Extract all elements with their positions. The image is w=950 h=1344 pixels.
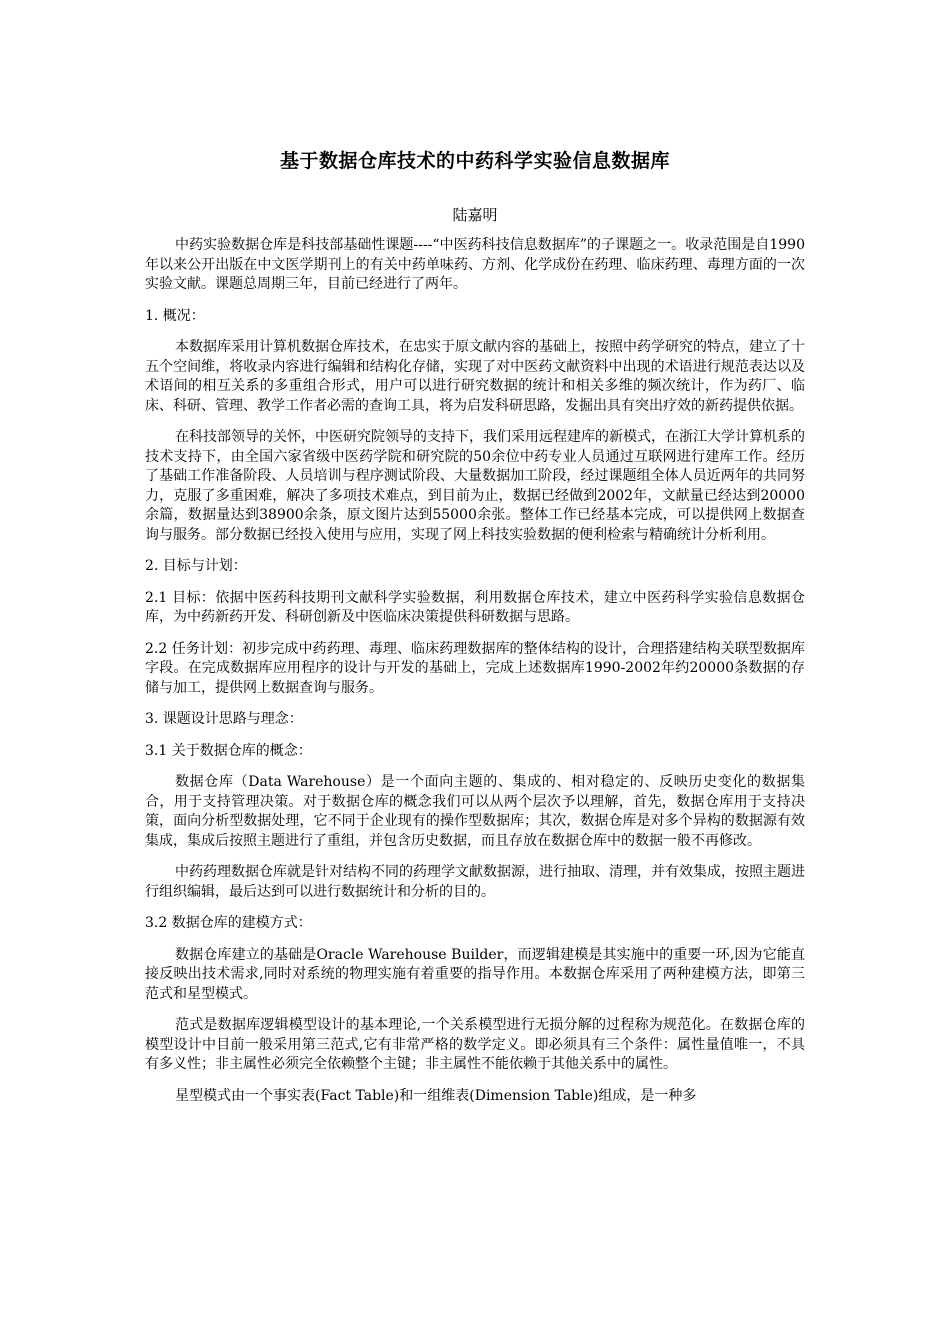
section-heading: 3. 课题设计思路与理念： [145, 711, 303, 727]
paragraph: 中药实验数据仓库是科技部基础性课题----“中医药科技信息数据库”的子课题之一。收录范围是自1990年以来公开出版在中文医学期刊上的有关中药单味药、方剂、化学成份在药理、临床药理、毒理方面的一次实验文献。课题总周期三年，目前已经进行了两年。 [145, 237, 805, 292]
paragraph: 中药药理数据仓库就是针对结构不同的药理学文献数据源，进行抽取、清理，并有效集成，按照主题进行组织编辑，最后达到可以进行数据统计和分析的目的。 [145, 864, 805, 900]
paragraph: 2.1 目标：依据中医药科技期刊文献科学实验数据，利用数据仓库技术，建立中医药科学实验信息数据仓库，为中药新药开发、科研创新及中医临床决策提供科研数据与思路。 [145, 589, 805, 625]
subsection-heading: 3.1 关于数据仓库的概念： [145, 742, 312, 759]
document-body [145, 236, 805, 1118]
section-heading: 1. 概况： [145, 307, 205, 324]
paragraph: 星型模式由一个事实表(Fact Table)和一组维表(Dimension Table)组成，是一种多 [175, 1087, 697, 1104]
paragraph: 2.2 任务计划：初步完成中药药理、毒理、临床药理数据库的整体结构的设计，合理搭建结构关联型数据库字段。在完成数据库应用程序的设计与开发的基础上，完成上述数据库1990-2002年约20000条数据的存储与加工，提供网上数据查询与服务。 [145, 640, 805, 696]
subsection-heading: 3.2 数据仓库的建模方式： [145, 915, 312, 931]
document-title: 基于数据仓库技术的中药科学实验信息数据库 [279, 150, 670, 172]
paragraph: 在科技部领导的关怀，中医研究院领导的支持下，我们采用远程建库的新模式，在浙江大学计算机系的技术支持下，由全国六家省级中医药学院和研究院的50余位中药专业人员通过互联网进行建库工作。经历了基础工作准备阶段、人员培训与程序测试阶段、大量数据加工阶段，经过课题组全体人员近两年的共同努力，克服了多重困难，解决了多项技术难点，到目前为止，数据已经做到2002年，文献量已经达到20000余篇，数据量达到38900余条，原文图片达到55000余张。整体工作已经基本完成，可以提供网上数据查询与服务。部分数据已经投入使用与应用，实现了网上科技实验数据的便利检索与精确统计分析利用。 [145, 429, 805, 543]
section-heading: 2. 目标与计划： [145, 558, 247, 574]
paragraph: 数据仓库建立的基础是Oracle Warehouse Builder，而逻辑建模是其实施中的重要一环,因为它能直接反映出技术需求,同时对系统的物理实施有着重要的指导作用。本数据仓库采用了两种建模方法，即第三范式和星型模式。 [145, 946, 805, 1002]
paragraph: 数据仓库（Data Warehouse）是一个面向主题的、集成的、相对稳定的、反映历史变化的数据集合，用于支持管理决策。对于数据仓库的概念我们可以从两个层次予以理解，首先，数据仓库用于支持决策，面向分析型数据处理，它不同于企业现有的操作型数据库；其次，数据仓库是对多个异构的数据源有效集成，集成后按照主题进行了重组，并包含历史数据，而且存放在数据仓库中的数据一般不再修改。 [145, 774, 805, 849]
paragraph: 范式是数据库逻辑模型设计的基本理论,一个关系模型进行无损分解的过程称为规范化。在数据仓库的模型设计中目前一般采用第三范式,它有非常严格的数学定义。即必须具有三个条件：属性量值唯一，不具有多义性；非主属性必须完全依赖整个主键；非主属性不能依赖于其他关系中的属性。 [145, 1017, 805, 1072]
document-author: 陆嘉明 [452, 206, 498, 224]
paragraph: 本数据库采用计算机数据仓库技术，在忠实于原文献内容的基础上，按照中药学研究的特点，建立了十五个空间维，将收录内容进行编辑和结构化存储，实现了对中医药文献资料中出现的术语进行规范表达以及术语间的相互关系的多重组合形式，用户可以进行研究数据的统计和相关多维的频次统计，作为药厂、临床、科研、管理、教学工作者必需的查询工具，将为启发科研思路，发掘出具有突出疗效的新药提供依据。 [145, 339, 805, 414]
